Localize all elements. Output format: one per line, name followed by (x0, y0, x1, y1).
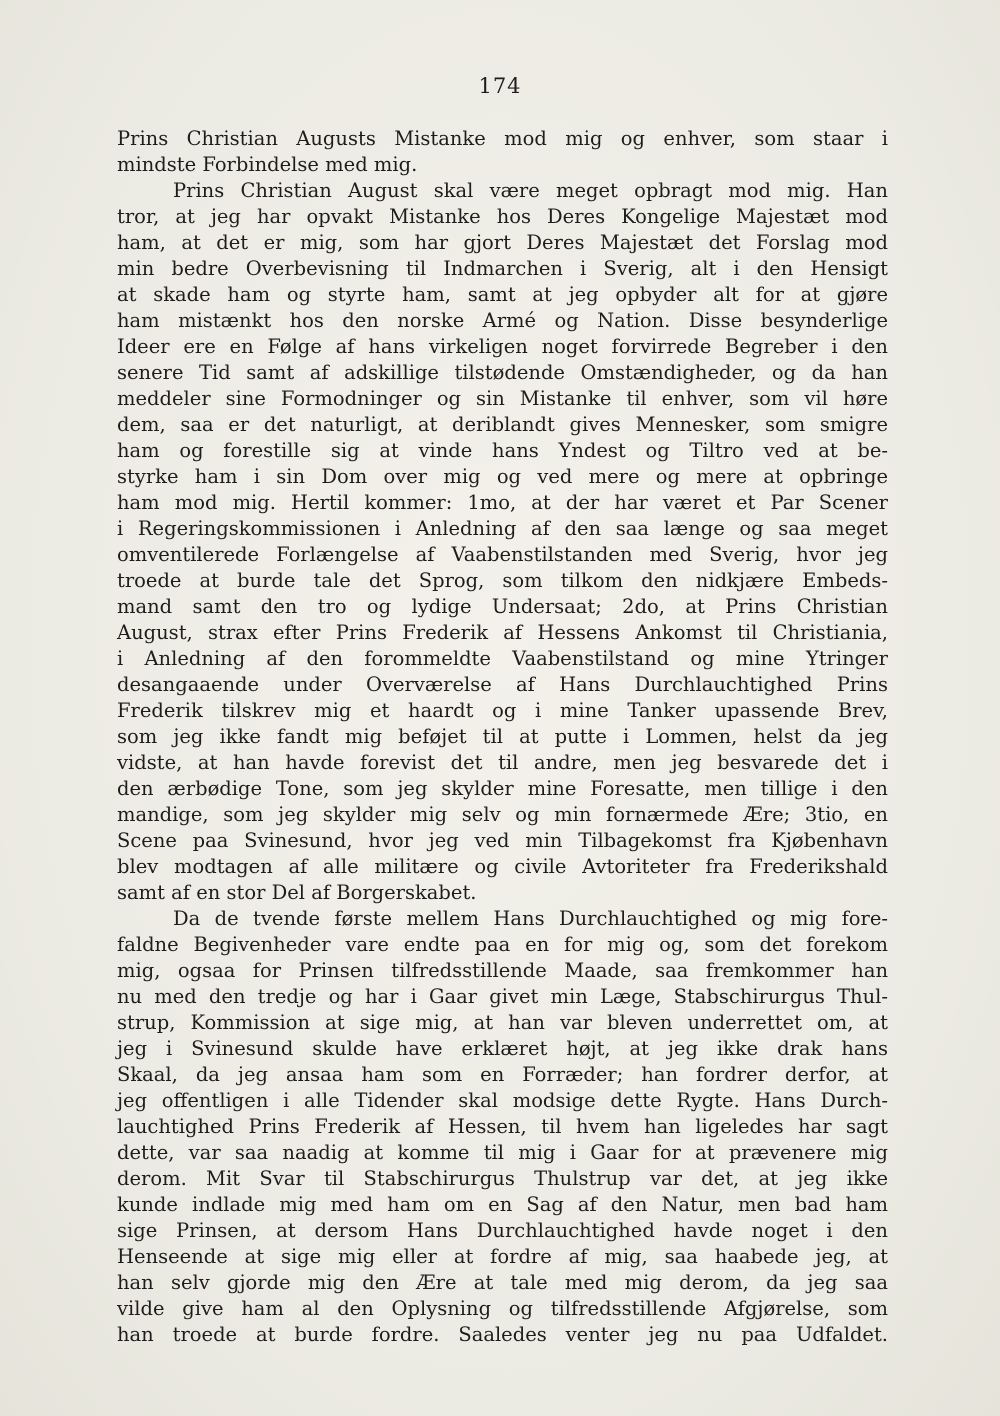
text-line: ham mod mig. Hertil kommer: 1mo, at der har været et Par Scener (117, 491, 888, 514)
text-line: blev modtagen af alle militære og civile Avtoriteter fra Frederikshald (117, 855, 888, 878)
text-line: Ideer ere en Følge af hans virkeligen noget forvirrede Begreber i den (117, 335, 888, 358)
text-line: nu med den tredje og har i Gaar givet min Læge, Stabschirurgus Thul- (117, 985, 888, 1008)
text-line: Frederik tilskrev mig et haardt og i mine Tanker upassende Brev, (117, 699, 888, 722)
text-line: mandige, som jeg skylder mig selv og min fornærmede Ære; 3tio, en (117, 803, 888, 826)
text-line: den ærbødige Tone, som jeg skylder mine Foresatte, men tillige i den (117, 777, 888, 800)
text-line: ham, at det er mig, som har gjort Deres Majestæt det Forslag mod (117, 231, 888, 254)
body-text (117, 126, 888, 1348)
text-line: tror, at jeg har opvakt Mistanke hos Deres Kongelige Majestæt mod (117, 205, 888, 228)
text-line: som jeg ikke fandt mig beføjet til at putte i Lommen, helst da jeg (117, 725, 888, 748)
text-line: vidste, at han havde forevist det til andre, men jeg besvarede det i (117, 751, 888, 774)
text-line: styrke ham i sin Dom over mig og ved mere og mere at opbringe (117, 465, 888, 488)
text-line: Prins Christian August skal være meget opbragt mod mig. Han (173, 179, 888, 202)
text-line: sige Prinsen, at dersom Hans Durchlauchtighed havde noget i den (117, 1219, 888, 1242)
text-line: min bedre Overbevisning til Indmarchen i Sverig, alt i den Hensigt (117, 257, 888, 280)
text-line: Henseende at sige mig eller at fordre af mig, saa haabede jeg, at (117, 1245, 888, 1268)
text-line: faldne Begivenheder vare endte paa en for mig og, som det forekom (117, 933, 888, 956)
text-line: senere Tid samt af adskillige tilstødende Omstændigheder, og da han (117, 361, 888, 384)
text-line: meddeler sine Formodninger og sin Mistanke til enhver, som vil høre (117, 387, 888, 410)
text-line: troede at burde tale det Sprog, som tilkom den nidkjære Embeds- (117, 569, 888, 592)
text-line: Skaal, da jeg ansaa ham som en Forræder; han fordrer derfor, at (117, 1063, 888, 1086)
text-line: ham mistænkt hos den norske Armé og Nation. Disse besynderlige (117, 309, 888, 332)
text-line: omventilerede Forlængelse af Vaabenstilstanden med Sverig, hvor jeg (117, 543, 888, 566)
text-line: strup, Kommission at sige mig, at han var bleven underrettet om, at (117, 1011, 888, 1034)
text-line: mand samt den tro og lydige Undersaat; 2do, at Prins Christian (117, 595, 888, 618)
text-line: mindste Forbindelse med mig. (117, 153, 418, 176)
text-line: i Regeringskommissionen i Anledning af den saa længe og saa meget (117, 517, 888, 540)
text-line: Prins Christian Augusts Mistanke mod mig og enhver, som staar i (117, 127, 888, 150)
text-line: i Anledning af den forommeldte Vaabenstilstand og mine Ytringer (117, 647, 888, 670)
text-line: dette, var saa naadig at komme til mig i Gaar for at prævenere mig (117, 1141, 888, 1164)
text-line: samt af en stor Del af Borgerskabet. (117, 881, 477, 904)
text-line: derom. Mit Svar til Stabschirurgus Thulstrup var det, at jeg ikke (117, 1167, 888, 1190)
text-line: desangaaende under Overværelse af Hans Durchlauchtighed Prins (117, 673, 888, 696)
text-line: dem, saa er det naturligt, at deriblandt gives Mennesker, som smigre (117, 413, 888, 436)
text-line: ham og forestille sig at vinde hans Yndest og Tiltro ved at be- (117, 439, 888, 462)
text-line: lauchtighed Prins Frederik af Hessen, til hvem han ligeledes har sagt (117, 1115, 888, 1138)
text-line: Scene paa Svinesund, hvor jeg ved min Tilbagekomst fra Kjøbenhavn (117, 829, 888, 852)
text-line: kunde indlade mig med ham om en Sag af den Natur, men bad ham (117, 1193, 888, 1216)
text-line: at skade ham og styrte ham, samt at jeg opbyder alt for at gjøre (117, 283, 888, 306)
text-line: jeg offentligen i alle Tidender skal modsige dette Rygte. Hans Durch- (117, 1089, 888, 1112)
text-line: August, strax efter Prins Frederik af Hessens Ankomst til Christiania, (117, 621, 888, 644)
text-line: Da de tvende første mellem Hans Durchlauchtighed og mig fore- (173, 907, 888, 930)
text-line: vilde give ham al den Oplysning og tilfredsstillende Afgjørelse, som (117, 1297, 888, 1320)
text-line: mig, ogsaa for Prinsen tilfredsstillende Maade, saa fremkommer han (117, 959, 888, 982)
text-line: han troede at burde fordre. Saaledes venter jeg nu paa Udfaldet. (117, 1323, 888, 1346)
text-line: jeg i Svinesund skulde have erklæret højt, at jeg ikke drak hans (117, 1037, 888, 1060)
page-number: 174 (478, 74, 522, 98)
text-line: han selv gjorde mig den Ære at tale med mig derom, da jeg saa (117, 1271, 888, 1294)
